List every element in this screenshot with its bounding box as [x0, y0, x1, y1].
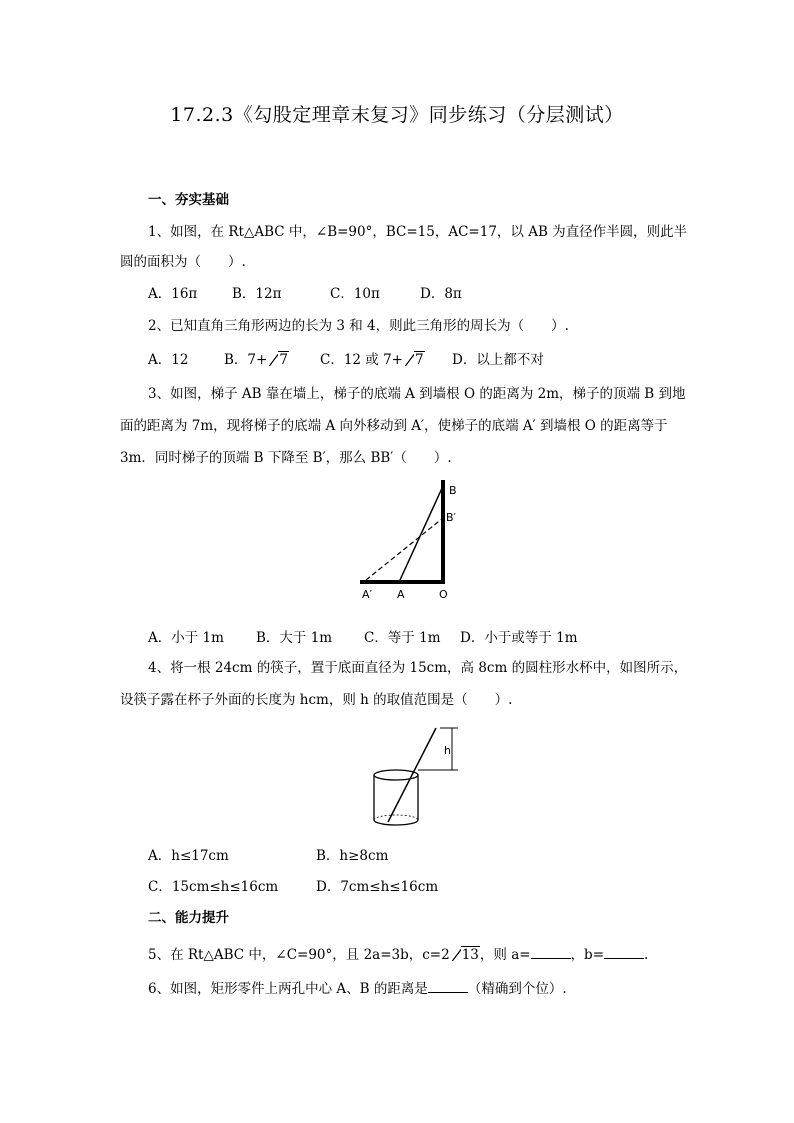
q4-option-a: A．h≤17cm [148, 848, 229, 864]
label-b-prime: B′ [446, 511, 457, 524]
sqrt-symbol [269, 352, 289, 368]
q4-option-c: C．15cm≤h≤16cm [148, 879, 279, 895]
page-title: 17.2.3《勾股定理章末复习》同步练习（分层测试） [170, 104, 624, 126]
q6-line [148, 977, 567, 997]
q4-line2: 设筷子露在杯子外面的长度为 hcm，则 h 的取值范围是（ ）. [120, 692, 513, 708]
q4-option-b: B．h≥8cm [316, 848, 389, 864]
q1-option-b: B．12π [232, 286, 282, 302]
q2-option-c [320, 348, 425, 368]
q3-option-a: A．小于 1m [148, 630, 224, 646]
q3-line2: 面的距离为 7m，现将梯子的底端 A 向外移动到 A′，使梯子的底端 A′ 到墙根 O 的距离等于 [120, 418, 668, 434]
q5-text-start: 5、在 Rt△ABC 中，∠C=90°，且 2a=3b，c=2 [148, 947, 450, 963]
q6-text-end: （精确到个位）. [467, 981, 567, 997]
chopstick-line [388, 728, 436, 822]
q2-option-b [224, 348, 289, 368]
q4-line1: 4、将一根 24cm 的筷子，置于底面直径为 15cm，高 8cm 的圆柱形水杯中，如图所示， [148, 660, 688, 676]
ladder-figure [350, 474, 470, 604]
q5-radicand: 13 [461, 947, 479, 963]
q1-option-a: A．16π [148, 286, 198, 302]
cup-bottom-hidden [374, 815, 418, 820]
section-heading-advanced: 二、能力提升 [148, 910, 229, 926]
q5-text-mid2: ，b= [570, 947, 605, 963]
q3-line1: 3、如图，梯子 AB 靠在墙上，梯子的底端 A 到墙根 O 的距离为 2m，梯子的顶端 B 到地 [148, 386, 686, 402]
cup-figure [366, 722, 466, 832]
q2-option-b-text: B．7+ [224, 352, 268, 368]
label-o: O [439, 588, 448, 601]
q5-text-end: . [644, 947, 649, 963]
q1-option-c: C．10π [330, 286, 380, 302]
q5-line [148, 943, 648, 963]
label-b: B [449, 484, 457, 497]
q1-option-d: D．8π [420, 286, 462, 302]
q3-line3: 3m．同时梯子的顶端 B 下降至 B′，那么 BB′（ ）. [120, 450, 452, 466]
q2-option-a: A．12 [148, 352, 189, 368]
q6-blank [428, 980, 468, 993]
q2-line1: 2、已知直角三角形两边的长为 3 和 4，则此三角形的周长为（ ）. [148, 318, 569, 334]
q2-option-d: D．以上都不对 [452, 352, 544, 368]
q2-option-c-radicand: 7 [415, 352, 424, 368]
q6-text-start: 6、如图，矩形零件上两孔中心 A、B 的距离是 [148, 981, 428, 997]
ladder-line [400, 486, 443, 580]
q2-option-b-radicand: 7 [279, 352, 288, 368]
q1-line2: 圆的面积为（ ）. [120, 254, 246, 270]
sqrt-symbol [405, 352, 425, 368]
q1-line1: 1、如图，在 Rt△ABC 中，∠B=90°，BC=15，AC=17，以 AB 为直径作半圆，则此半 [148, 224, 688, 240]
q5-blank-a [531, 946, 571, 959]
label-a-prime: A′ [362, 588, 373, 601]
label-h: h [444, 744, 451, 757]
section-heading-basics: 一、夯实基础 [148, 192, 229, 208]
q3-option-c: C．等于 1m [364, 630, 441, 646]
q3-option-b: B．大于 1m [256, 630, 333, 646]
q4-option-d: D．7cm≤h≤16cm [316, 879, 439, 895]
label-a: A [397, 588, 405, 601]
sqrt-symbol [452, 947, 480, 963]
q3-option-d: D．小于或等于 1m [460, 630, 578, 646]
q5-blank-b [604, 946, 644, 959]
q2-option-c-text: C．12 或 7+ [320, 352, 403, 368]
q5-text-mid: ，则 a= [479, 947, 531, 963]
cup-bottom [374, 820, 418, 825]
